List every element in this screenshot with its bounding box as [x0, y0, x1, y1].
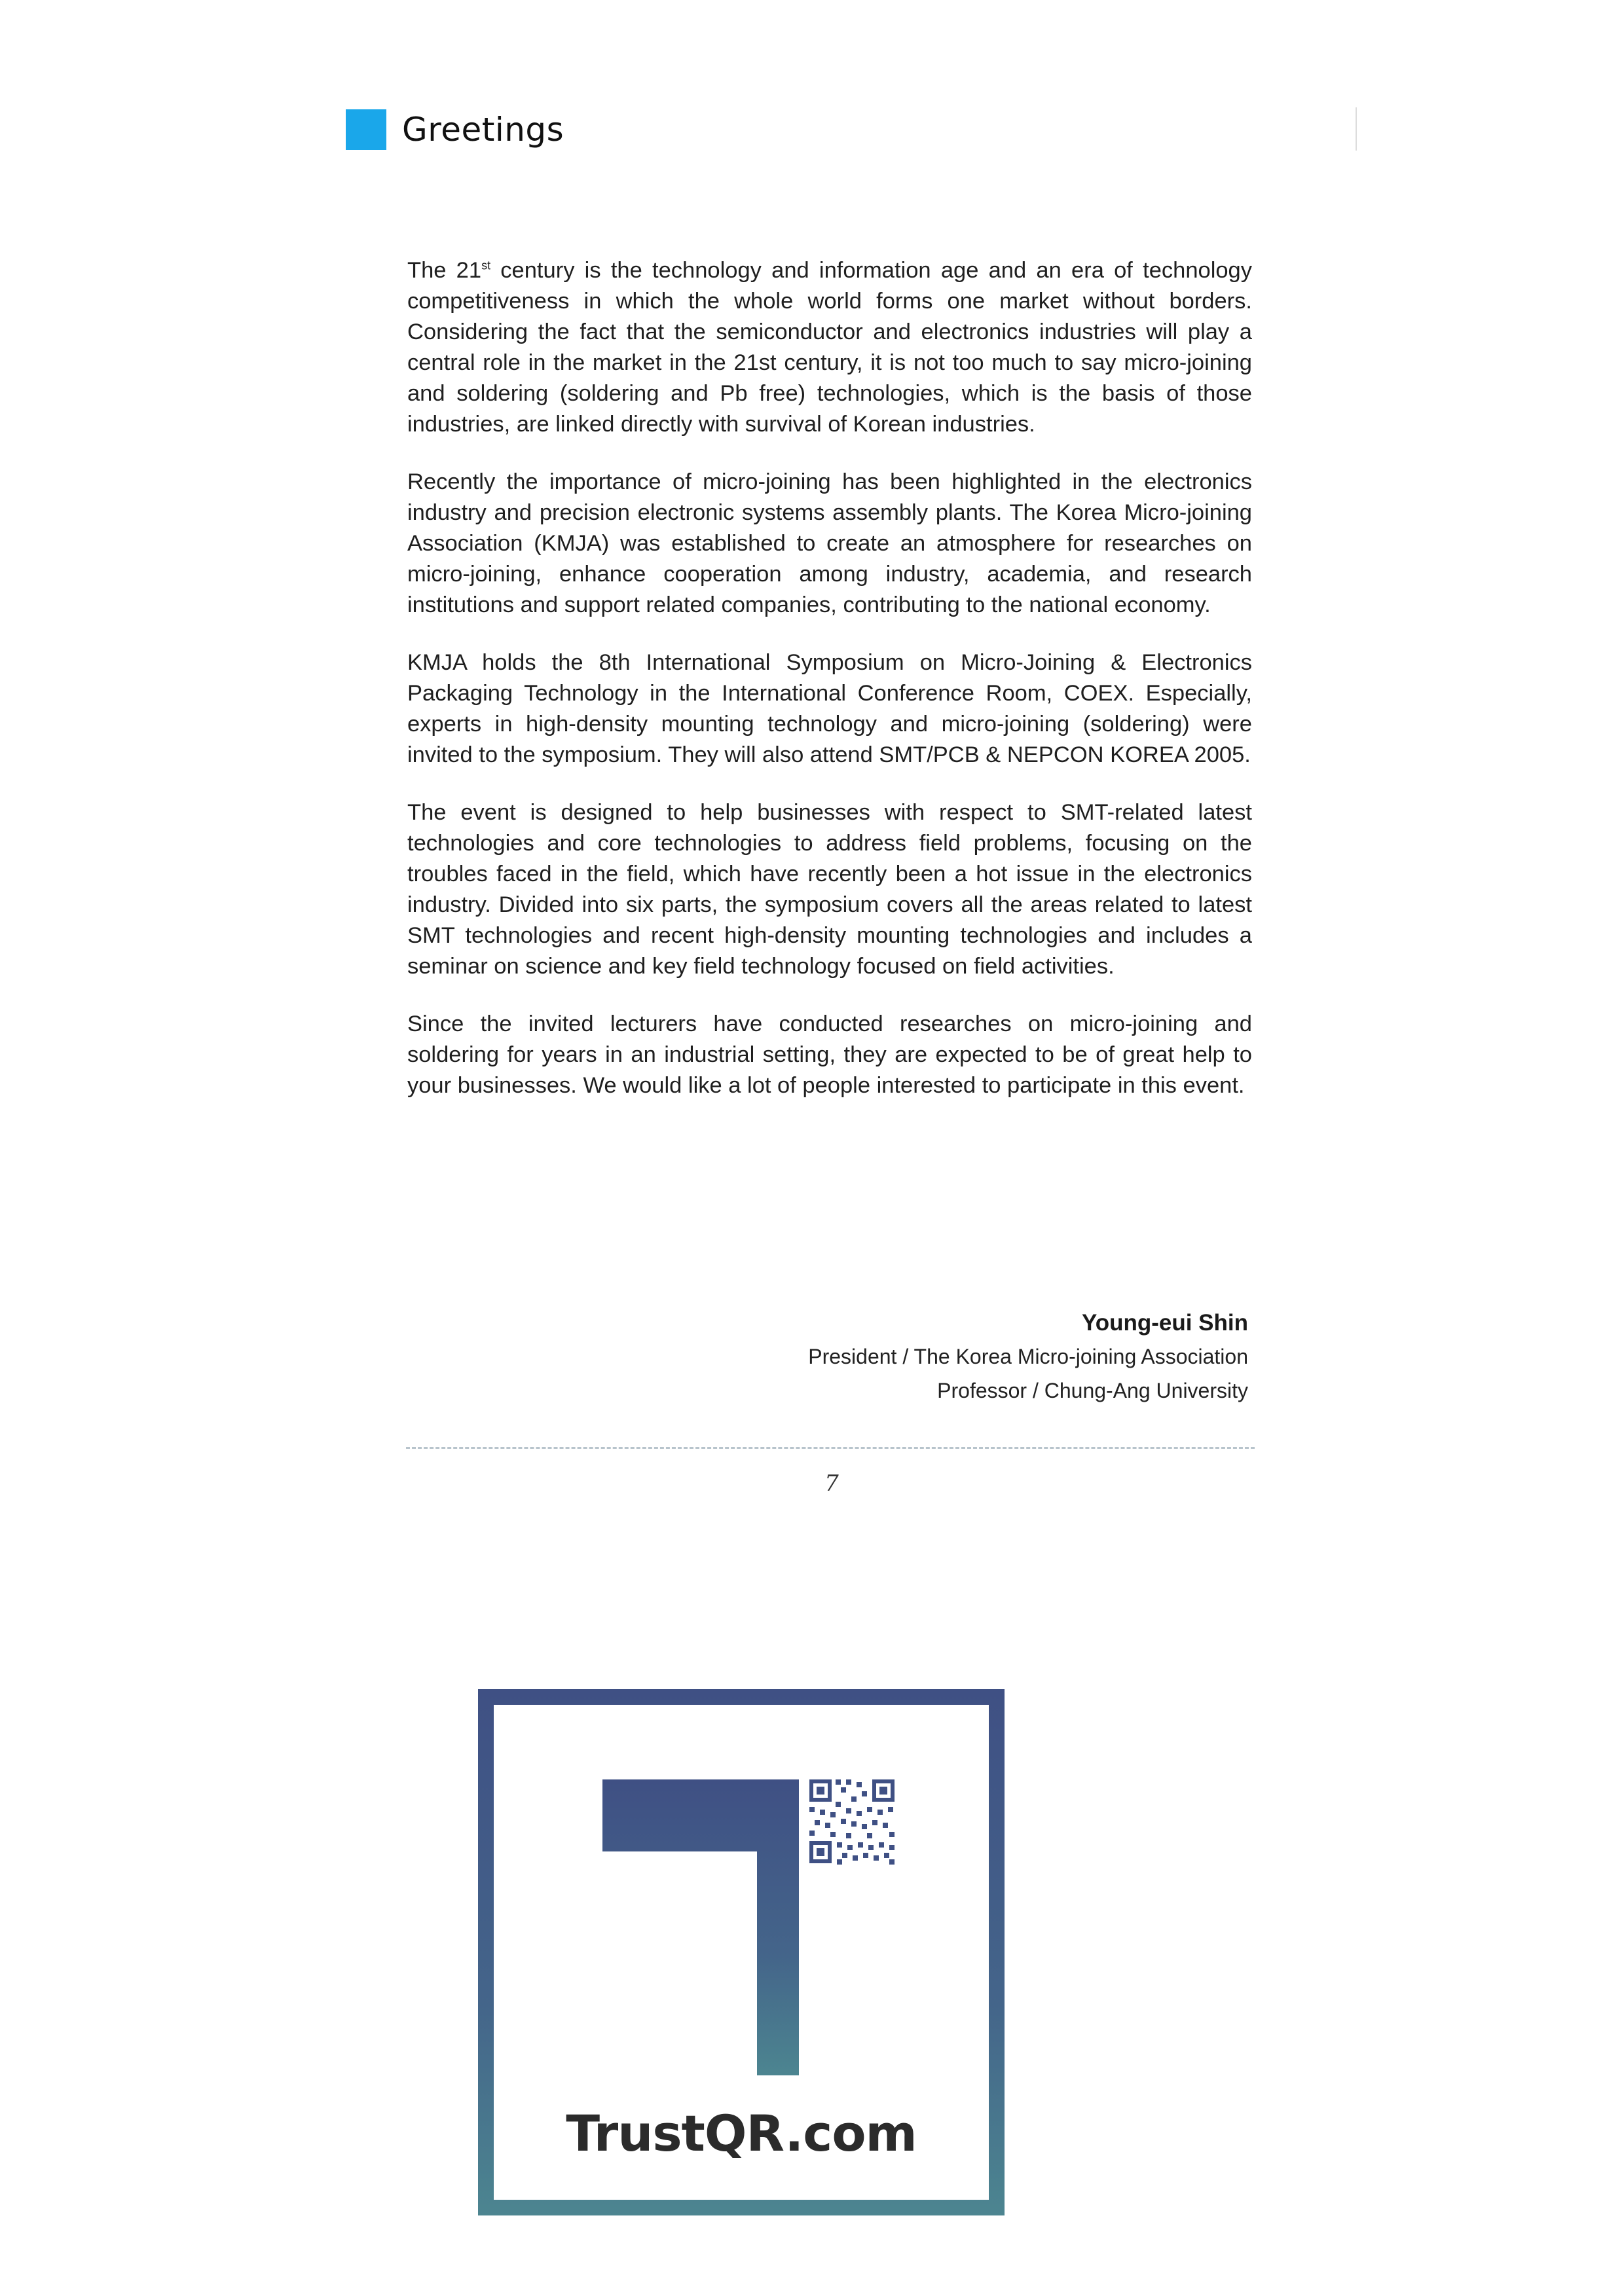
paragraph-4: The event is designed to help businesses with respect to SMT-related latest technologies and core technologies to address field problems, focusing on the troubles faced in the field, which have recently been a hot issue in the electronics industry. Divided into six parts, the symposium covers all the areas related to latest SMT technologies and recent high-density mounting technologies and includes a seminar on science and key field technology focused on field activities.: [407, 800, 1252, 979]
paragraph-5: Since the invited lecturers have conducted researches on micro-joining and soldering for years in an industrial setting, they are expected to be of great help to your businesses. We would like a lot of people interested to participate in this event.: [407, 1011, 1252, 1098]
trustqr-logo-text: TrustQR.com: [566, 2104, 917, 2162]
paragraph-2: Recently the importance of micro-joining has been highlighted in the electronics industry and precision electronic systems assembly plants. The Korea Micro-joining Association (KMJA) was established to create an atmosphere for researches on micro-joining, enhance cooperation among industry, academia, and research institutions and support related companies, contributing to the national economy.: [407, 469, 1252, 617]
signature-block: [808, 1307, 1248, 1408]
paragraph-1-text: century is the technology and information age and an era of technology competitiveness in which the whole world forms one market without borders. Considering the fact that the semiconductor and electronics industries will play a central role in the market in the 21st century, it is not too much to say micro-joining and soldering (soldering and Pb free) technologies, which is the basis of those industries, are linked directly with survival of Korean industries.: [407, 258, 1252, 437]
scan-edge-mark: [1356, 107, 1357, 151]
section-marker-icon: [346, 109, 386, 150]
greeting-body: [407, 255, 1252, 1128]
trustqr-logo-panel: [494, 1705, 989, 2200]
signatory-title-1: President / The Korea Micro-joining Association: [808, 1345, 1248, 1368]
section-header: [346, 109, 564, 151]
paragraph-1: [407, 255, 1252, 440]
paragraph-1-intro: The 21: [407, 258, 482, 283]
paragraph-1-superscript: st: [481, 259, 491, 272]
signatory-title-2: Professor / Chung-Ang University: [937, 1379, 1248, 1402]
qr-code-icon: [809, 1779, 895, 1865]
trustqr-watermark: [478, 1689, 1005, 2215]
page-number: 7: [824, 1470, 839, 1497]
footer-divider: [406, 1447, 1255, 1449]
t-letter-shape: [602, 1779, 799, 2075]
paragraph-3: KMJA holds the 8th International Symposium on Micro-Joining & Electronics Packaging Technology in the International Conference Room, COEX. Especially, experts in high-density mounting technology and micro-joining (soldering) were invited to the symposium. They will also attend SMT/PCB & NEPCON KOREA 2005.: [407, 650, 1252, 767]
page-title: Greetings: [402, 111, 564, 149]
signatory-name: Young-eui Shin: [1081, 1310, 1248, 1336]
